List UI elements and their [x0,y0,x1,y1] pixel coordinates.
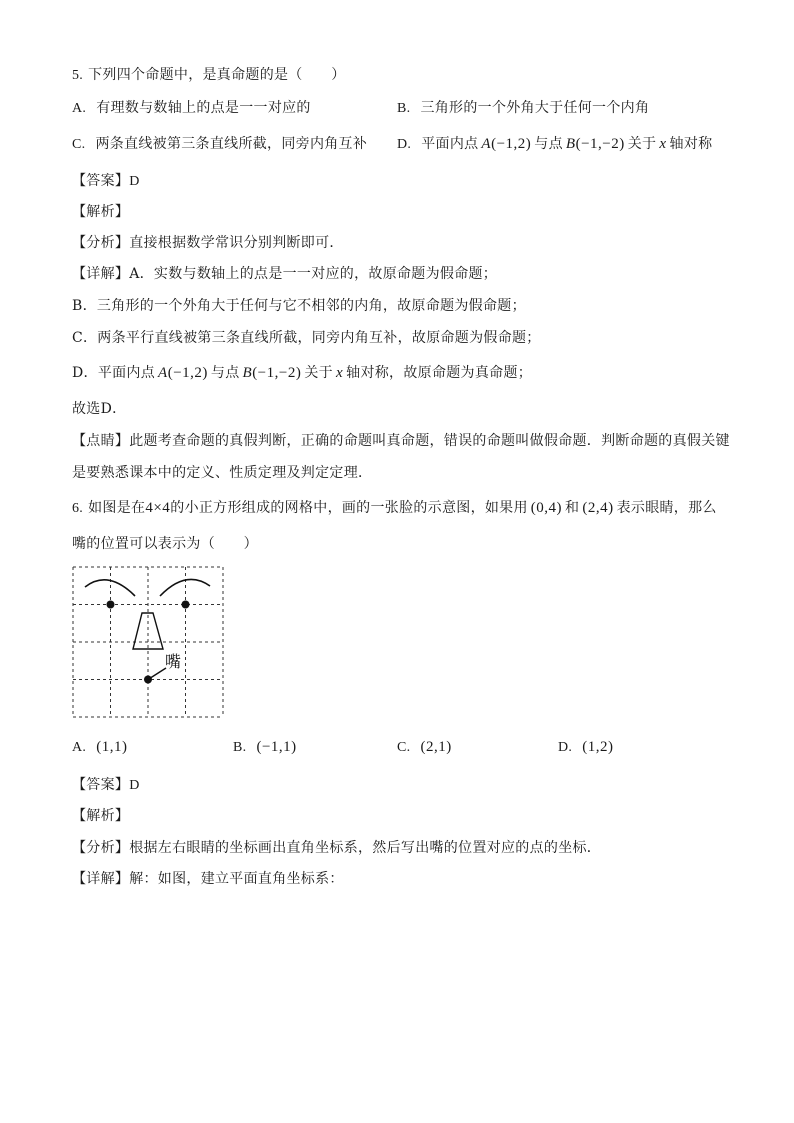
q6-stem-text-4: 表示眼睛，那么 [616,500,717,516]
q6-fenxi [72,838,601,858]
q5-fenxi [72,233,344,253]
q6-option-c [397,737,452,758]
q5-xiangjie-tag: 【详解】 [72,266,130,282]
q5-detail-c: C．两条平行直线被第三条直线所截，同旁内角互补，故原命题为假命题； [72,330,541,346]
q6-stem-text-1: 如图是在 [88,500,146,516]
q5-option-a-text: 有理数与数轴上的点是一一对应的 [96,100,311,116]
q5-detail-d-text-3: 关于 [304,365,333,381]
q5-answer-tag: 【答案】 [72,173,130,189]
q6-option-c-label: C. [397,740,411,755]
q6-xiangjie [72,869,344,889]
q6-left-eye-coord: (0,4) [530,500,563,516]
q5-jiexi-tag: 【解析】 [72,204,130,220]
q6-answer-value: D [129,778,140,793]
q5-detail-d-text-2: 与点 [210,365,240,381]
q5-dianjing [72,431,730,451]
q6-option-a-value: (1,1) [96,739,128,755]
q6-stem-line-2: 嘴的位置可以表示为（ ） [72,536,258,552]
q5-detail-a-text: A．实数与数轴上的点是一一对应的，故原命题为假命题； [129,266,498,282]
q5-detail-d [72,363,532,383]
q5-number: 5. [72,68,84,83]
q5-detail-b: B．三角形的一个外角大于任何与它不相邻的内角，故原命题为假命题； [72,298,526,314]
q5-option-b-text: 三角形的一个外角大于任何一个内角 [420,100,650,116]
q6-option-a-label: A. [72,740,87,755]
q6-xiangjie-text: 解：如图，建立平面直角坐标系： [129,871,344,887]
q6-answer-tag: 【答案】 [72,777,130,793]
q5-option-b [397,98,649,119]
q6-option-d [558,737,613,758]
q6-option-d-label: D. [558,740,573,755]
q6-jiexi-tag: 【解析】 [72,808,130,824]
q5-option-d-axis: x [659,136,667,152]
q5-dianjing-line-2: 是要熟悉课本中的定义、性质定理及判定定理． [72,465,373,481]
face-grid-figure [66,560,236,725]
mouth-pointer-line [148,668,166,680]
q6-xiangjie-tag: 【详解】 [72,871,130,887]
q5-detail-d-point-a: A [158,365,168,381]
q6-fenxi-tag: 【分析】 [72,840,130,856]
q5-fenxi-tag: 【分析】 [72,235,130,251]
q6-option-d-value: (1,2) [582,739,614,755]
q5-option-a [72,98,311,119]
q6-number: 6. [72,501,84,516]
q5-option-d-label: D. [397,137,412,152]
q5-conclusion: 故选D． [72,401,127,417]
q6-stem-line-1 [72,498,717,519]
q5-option-d [397,134,712,155]
right-eye-dot [182,601,190,609]
q5-option-c-label: C. [72,137,86,152]
q5-dianjing-line-1: 此题考查命题的真假判断，正确的命题叫真命题，错误的命题叫做假命题．判断命题的真假关键 [129,433,730,449]
q6-answer [72,775,140,796]
q5-detail-d-coord-a: (−1,2) [167,365,208,381]
q5-option-d-coord-b: (−1,−2) [575,136,625,152]
q5-option-b-label: B. [397,101,411,116]
q5-option-d-coord-a: (−1,2) [491,136,532,152]
q6-option-b-label: B. [233,740,247,755]
q6-grid-size: 4×4 [145,500,171,516]
q5-option-c-text: 两条直线被第三条直线所截，同旁内角互补 [95,136,368,152]
q5-stem [72,65,346,86]
left-eye-dot [107,601,115,609]
q5-option-d-text-1: 平面内点 [421,136,479,152]
q5-detail-d-axis: x [335,365,344,381]
q6-option-b-value: (−1,1) [256,739,297,755]
q5-option-d-point-a: A [481,136,492,152]
q5-fenxi-text: 直接根据数学常识分别判断即可． [129,235,344,251]
q5-detail-d-text-1: D．平面内点 [72,365,156,381]
q5-answer-value: D [129,174,140,189]
q5-option-c [72,134,367,155]
q5-answer [72,171,140,192]
q6-fenxi-text: 根据左右眼睛的坐标画出直角坐标系，然后写出嘴的位置对应的点的坐标． [129,840,602,856]
q5-option-d-text-3: 关于 [627,136,657,152]
q5-option-d-point-b: B [565,136,576,152]
q6-stem-text-2: 的小正方形组成的网格中，画的一张脸的示意图，如果用 [170,500,528,516]
q5-detail-d-text-4: 轴对称，故原命题为真命题； [346,365,533,381]
q6-stem-text-3: 和 [565,500,580,516]
q6-right-eye-coord: (2,4) [582,500,614,516]
q5-dianjing-tag: 【点睛】 [72,433,130,449]
q6-option-b [233,737,297,758]
q5-option-a-label: A. [72,101,87,116]
q5-detail-d-point-b: B [242,365,253,381]
q6-option-c-value: (2,1) [420,739,452,755]
q6-option-a [72,737,127,758]
q5-detail-d-coord-b: (−1,−2) [252,365,302,381]
q5-option-d-text-2: 与点 [534,136,563,152]
q5-stem-text: 下列四个命题中，是真命题的是（ ） [88,67,346,83]
mouth-label: 嘴 [165,652,182,671]
q5-option-d-text-4: 轴对称 [669,136,713,152]
nose-trapezoid [133,613,163,649]
q5-detail-a [72,264,497,284]
